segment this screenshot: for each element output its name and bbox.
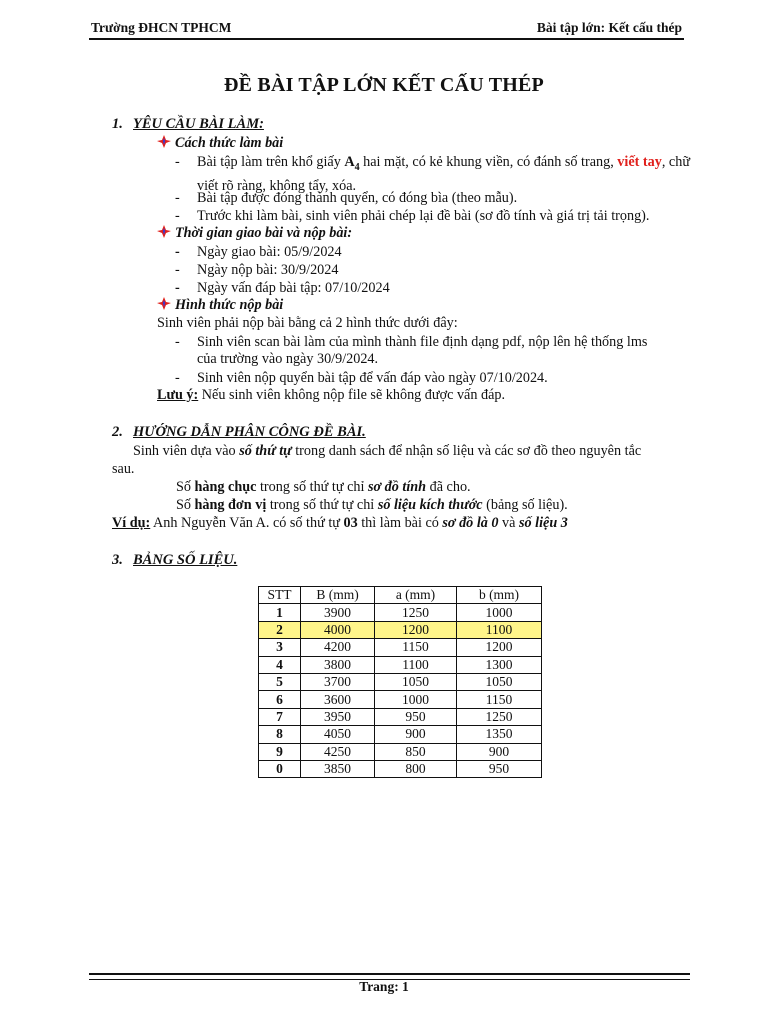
table-cell: 1300 — [457, 656, 542, 673]
section3-number: 3. — [112, 552, 123, 568]
item-text: Bài tập làm trên khổ giấy — [197, 154, 345, 170]
paper-size: A — [344, 154, 355, 170]
table-row — [259, 639, 542, 656]
sub3-heading — [157, 297, 283, 314]
item-text: Ngày nộp bài: 30/9/2024 — [197, 262, 339, 278]
emphasis: hàng chục — [194, 479, 257, 495]
table-row — [259, 726, 542, 743]
item-text: Sinh viên scan bài làm của mình thành file định dạng pdf, nộp lên hệ thống lms — [197, 334, 648, 350]
column-header: a (mm) — [375, 587, 457, 604]
text: Anh Nguyễn Văn A. có số thứ tự — [150, 515, 344, 531]
table-cell: 900 — [457, 743, 542, 760]
table-cell: 1150 — [457, 691, 542, 708]
note — [157, 387, 505, 404]
emphasis: số liệu kích thước — [377, 497, 483, 513]
table-row — [259, 673, 542, 690]
section1-heading — [112, 116, 264, 133]
table-row — [259, 691, 542, 708]
table-cell: 1150 — [375, 639, 457, 656]
section2-heading — [112, 424, 366, 441]
emphasis: 03 — [343, 515, 358, 531]
text: đã cho. — [426, 479, 471, 495]
table-cell: 3900 — [301, 604, 375, 621]
pin-icon — [157, 297, 171, 310]
table-cell: 3 — [259, 639, 301, 656]
table-cell: 950 — [375, 708, 457, 725]
item-text: , chữ viết rõ ràng, không tẩy, xóa. — [197, 154, 691, 194]
table-cell: 1050 — [457, 673, 542, 690]
section3-title: BẢNG SỐ LIỆU. — [133, 552, 238, 568]
emphasis: số thứ tự — [239, 443, 292, 459]
paragraph — [176, 479, 471, 496]
table-cell: 800 — [375, 760, 457, 777]
section2-title: HƯỚNG DẪN PHÂN CÔNG ĐỀ BÀI. — [133, 424, 366, 440]
item-text: Bài tập được đóng thành quyển, có đóng bìa (theo mẫu). — [197, 190, 518, 206]
paragraph — [133, 443, 641, 460]
text: Số — [176, 497, 195, 513]
table-cell: 1250 — [457, 708, 542, 725]
table-cell: 4050 — [301, 726, 375, 743]
section1-title: YÊU CẦU BÀI LÀM: — [133, 116, 264, 132]
section3-heading — [112, 552, 237, 569]
page-header — [89, 16, 684, 40]
table-cell: 4000 — [301, 621, 375, 638]
table-cell: 1200 — [457, 639, 542, 656]
text: Sinh viên dựa vào — [133, 443, 240, 459]
table-cell: 900 — [375, 726, 457, 743]
table-header-row — [259, 587, 542, 604]
table-cell: 1100 — [457, 621, 542, 638]
table-cell: 1100 — [375, 656, 457, 673]
sub1-heading — [157, 135, 283, 152]
header-course: Bài tập lớn: Kết cấu thép — [536, 20, 682, 35]
note-text: Nếu sinh viên không nộp file sẽ không được vấn đáp. — [198, 387, 506, 403]
table-cell: 1050 — [375, 673, 457, 690]
item-text-continued: của trường vào ngày 30/9/2024. — [197, 351, 379, 367]
item-text: Trước khi làm bài, sinh viên phải chép lại đề bài (sơ đồ tính và giá trị tải trọng). — [197, 208, 650, 224]
table-cell: 9 — [259, 743, 301, 760]
table-cell: 0 — [259, 760, 301, 777]
table-row — [259, 604, 542, 621]
table-row — [259, 656, 542, 673]
table-cell: 1 — [259, 604, 301, 621]
column-header: b (mm) — [457, 587, 542, 604]
text: trong danh sách để nhận số liệu và các sơ đồ theo nguyên tắc — [291, 443, 642, 459]
table-row — [259, 743, 542, 760]
text: và — [498, 515, 519, 531]
table-cell: 3800 — [301, 656, 375, 673]
table-cell: 1000 — [375, 691, 457, 708]
table-cell: 5 — [259, 673, 301, 690]
text: trong số thứ tự chỉ — [256, 479, 368, 495]
emphasis: số liệu 3 — [519, 515, 568, 531]
pin-icon — [157, 225, 171, 238]
paragraph-continued: sau. — [112, 461, 135, 477]
table-cell: 1350 — [457, 726, 542, 743]
section2-number: 2. — [112, 424, 123, 440]
table-cell: 950 — [457, 760, 542, 777]
section1-number: 1. — [112, 116, 123, 132]
table-cell: 4200 — [301, 639, 375, 656]
table-cell: 1250 — [375, 604, 457, 621]
table-row-highlighted — [259, 621, 542, 638]
example-label: Ví dụ: — [112, 515, 151, 531]
table-cell: 2 — [259, 621, 301, 638]
table-cell: 8 — [259, 726, 301, 743]
text: Số — [176, 479, 195, 495]
item-text: Sinh viên nộp quyển bài tập để vấn đáp vào ngày 07/10/2024. — [197, 370, 548, 386]
table-cell: 850 — [375, 743, 457, 760]
table-cell: 4 — [259, 656, 301, 673]
table-cell: 3600 — [301, 691, 375, 708]
sub3-title: Hình thức nộp bài — [175, 297, 284, 313]
sub1-title: Cách thức làm bài — [175, 135, 284, 151]
table-cell: 3700 — [301, 673, 375, 690]
table-cell: 3950 — [301, 708, 375, 725]
table-cell: 1200 — [375, 621, 457, 638]
column-header: STT — [259, 587, 301, 604]
sub3-intro: Sinh viên phải nộp bài bằng cả 2 hình thức dưới đây: — [157, 315, 458, 331]
emphasis: sơ đồ là 0 — [442, 515, 499, 531]
item-text: Ngày vấn đáp bài tập: 07/10/2024 — [197, 280, 390, 296]
table-cell: 6 — [259, 691, 301, 708]
table-cell: 4250 — [301, 743, 375, 760]
paragraph — [176, 497, 568, 514]
example — [112, 515, 568, 532]
item-text: hai mặt, có kẻ khung viền, có đánh số trang, — [359, 154, 618, 170]
page-title: ĐỀ BÀI TẬP LỚN KẾT CẤU THÉP — [224, 74, 544, 96]
text: trong số thứ tự chỉ — [266, 497, 378, 513]
header-school: Trường ĐHCN TPHCM — [91, 20, 232, 35]
table-cell: 7 — [259, 708, 301, 725]
table-cell: 1000 — [457, 604, 542, 621]
paper-size-sub: 4 — [354, 161, 360, 173]
table-row — [259, 708, 542, 725]
handwritten-note: viết tay — [617, 154, 662, 170]
sub2-title: Thời gian giao bài và nộp bài: — [175, 225, 353, 241]
note-label: Lưu ý: — [157, 387, 199, 403]
item-text: Ngày giao bài: 05/9/2024 — [197, 244, 342, 260]
pin-icon — [157, 135, 171, 148]
table-row — [259, 760, 542, 777]
text: thì làm bài có — [357, 515, 443, 531]
emphasis: hàng đơn vị — [194, 497, 267, 513]
page-number: Trang: 1 — [359, 979, 409, 994]
emphasis: sơ đồ tính — [367, 479, 427, 495]
table-cell: 3850 — [301, 760, 375, 777]
column-header: B (mm) — [301, 587, 375, 604]
sub2-heading — [157, 225, 352, 242]
data-table — [258, 586, 542, 778]
text: (bảng số liệu). — [482, 497, 568, 513]
